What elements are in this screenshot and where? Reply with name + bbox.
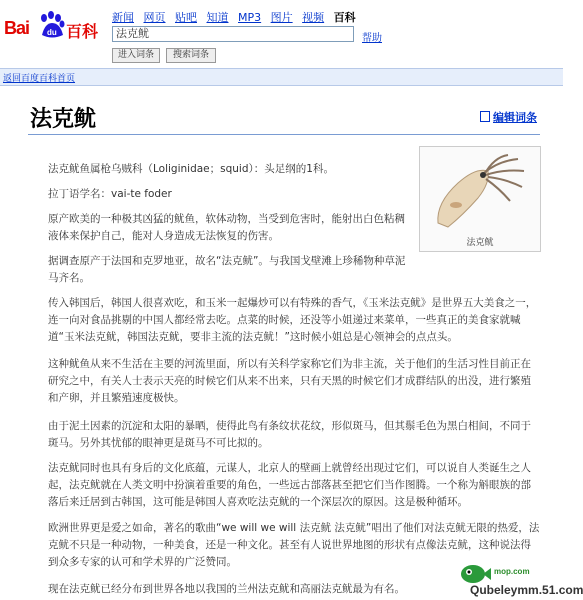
tab-images[interactable]: 图片	[270, 11, 293, 24]
search-tabs	[112, 9, 362, 25]
paragraph-research: 据调查原产于法国和克罗地亚，故名“法克鱿”。与我国戈壁滩上珍稀物种草泥马齐名。	[48, 255, 406, 284]
tab-baike[interactable]: 百科	[333, 11, 356, 24]
paragraph-culture: 法克鱿同时也具有身后的文化底蕴，元谋人，北京人的壁画上就曾经出现过它们，可以说自人类诞生之人起，法克鱿就在人类文明中扮演着重要的角色，一些远古部落甚至把它们当作图腾。一个称为斛眼族的部落后来迁居到古韩国，这可能是韩国人喜欢吃法克鱿的一个深层次的原因。这是极种循环。	[48, 462, 531, 508]
enter-entry-button[interactable]: 进入词条	[112, 48, 160, 63]
tab-zhidao[interactable]: 知道	[206, 11, 229, 24]
image-caption: 法克鱿	[466, 238, 494, 248]
edit-entry-label: 编辑词条	[493, 111, 537, 124]
edit-icon	[480, 111, 490, 122]
breadcrumb-home-link[interactable]: 返回百度百科首页	[3, 74, 76, 84]
baidu-logo[interactable]	[4, 8, 100, 42]
edit-entry-link[interactable]	[480, 109, 537, 125]
paw-icon	[37, 10, 67, 40]
logo-baike: 百科	[66, 22, 99, 41]
page-title: 法克鱿	[30, 107, 97, 132]
tab-news[interactable]: 新闻	[112, 11, 134, 24]
watermark-url: mop.com	[494, 567, 530, 576]
watermark-text: Qubeleymm.51.com	[470, 583, 583, 597]
paragraph-europe: 欧洲世界更是爱之如命，著名的歌曲“we will we will 法克鱿 法克鱿”唱出了他们对法克鱿无限的热爱，法克鱿不只是一种动物，一种美食，还是一种文化。甚至有人说世界地图的形状有点像法克鱿，这种说法得到众多专家的认可和学术界的广泛赞同。	[48, 522, 540, 568]
paragraph-korea: 传入韩国后，韩国人很喜欢吃，和玉米一起爆炒可以有特殊的香气，《玉米法克鱿》是世界五大美食之一，连一向对食品挑剔的中国人都经常去吃。点菜的时候，还没等小姐递过来菜单，一些真正的美食家就喊道“玉米法克鱿，韩国法克鱿，要非主流的法克鱿！”这时候小姐总是心领神会的点点头。	[48, 297, 537, 343]
paragraph-habits: 这种鱿鱼从来不生活在主要的河流里面，所以有关科学家称它们为非主流，关于他们的生活习性目前正在研究之中，有关人士表示天亮的时候它们从来不出来，只有天黑的时候它们才成群结队的出没，进行繁殖和产卵，并且繁殖速度极快。	[48, 358, 531, 404]
tab-video[interactable]: 视频	[302, 11, 325, 24]
paragraph-latin-name: 拉丁语学名：vai-te foder	[48, 188, 172, 200]
breadcrumb-bar	[0, 68, 563, 86]
search-input[interactable]: 法克鱿	[112, 26, 354, 42]
help-link[interactable]: 帮助	[362, 33, 382, 44]
squid-image	[428, 153, 532, 233]
tab-web[interactable]: 网页	[143, 11, 166, 24]
paragraph-classification: 法克鱿鱼属枪乌贼科（Loliginidae；squid）：头足纲的1科。	[48, 163, 334, 175]
paragraph-distribution: 现在法克鱿已经分布到世界各地以我国的兰州法克鱿和高丽法克鱿最为有名。	[48, 583, 405, 595]
tab-mp3[interactable]: MP3	[238, 11, 262, 24]
title-divider	[28, 134, 540, 135]
logo-du: du	[47, 28, 57, 37]
logo-bai: Bai	[4, 18, 30, 38]
paragraph-pattern: 由于泥土因素的沉淀和太阳的暴晒，使得此鸟有条纹状花纹，形似斑马，但其鬃毛色为黑白相间，不同于斑马。另外其忧郁的眼神更是斑马不可比拟的。	[48, 420, 531, 449]
search-entry-button[interactable]: 搜索词条	[166, 48, 216, 63]
entry-image[interactable]	[419, 146, 541, 252]
tab-tieba[interactable]: 贴吧	[175, 11, 197, 24]
paragraph-origin: 原产欧美的一种极其凶猛的鱿鱼，软体动物，当受到危害时，能射出白色粘稠液体来保护自己，能对人身造成无法恢复的伤害。	[48, 213, 405, 242]
